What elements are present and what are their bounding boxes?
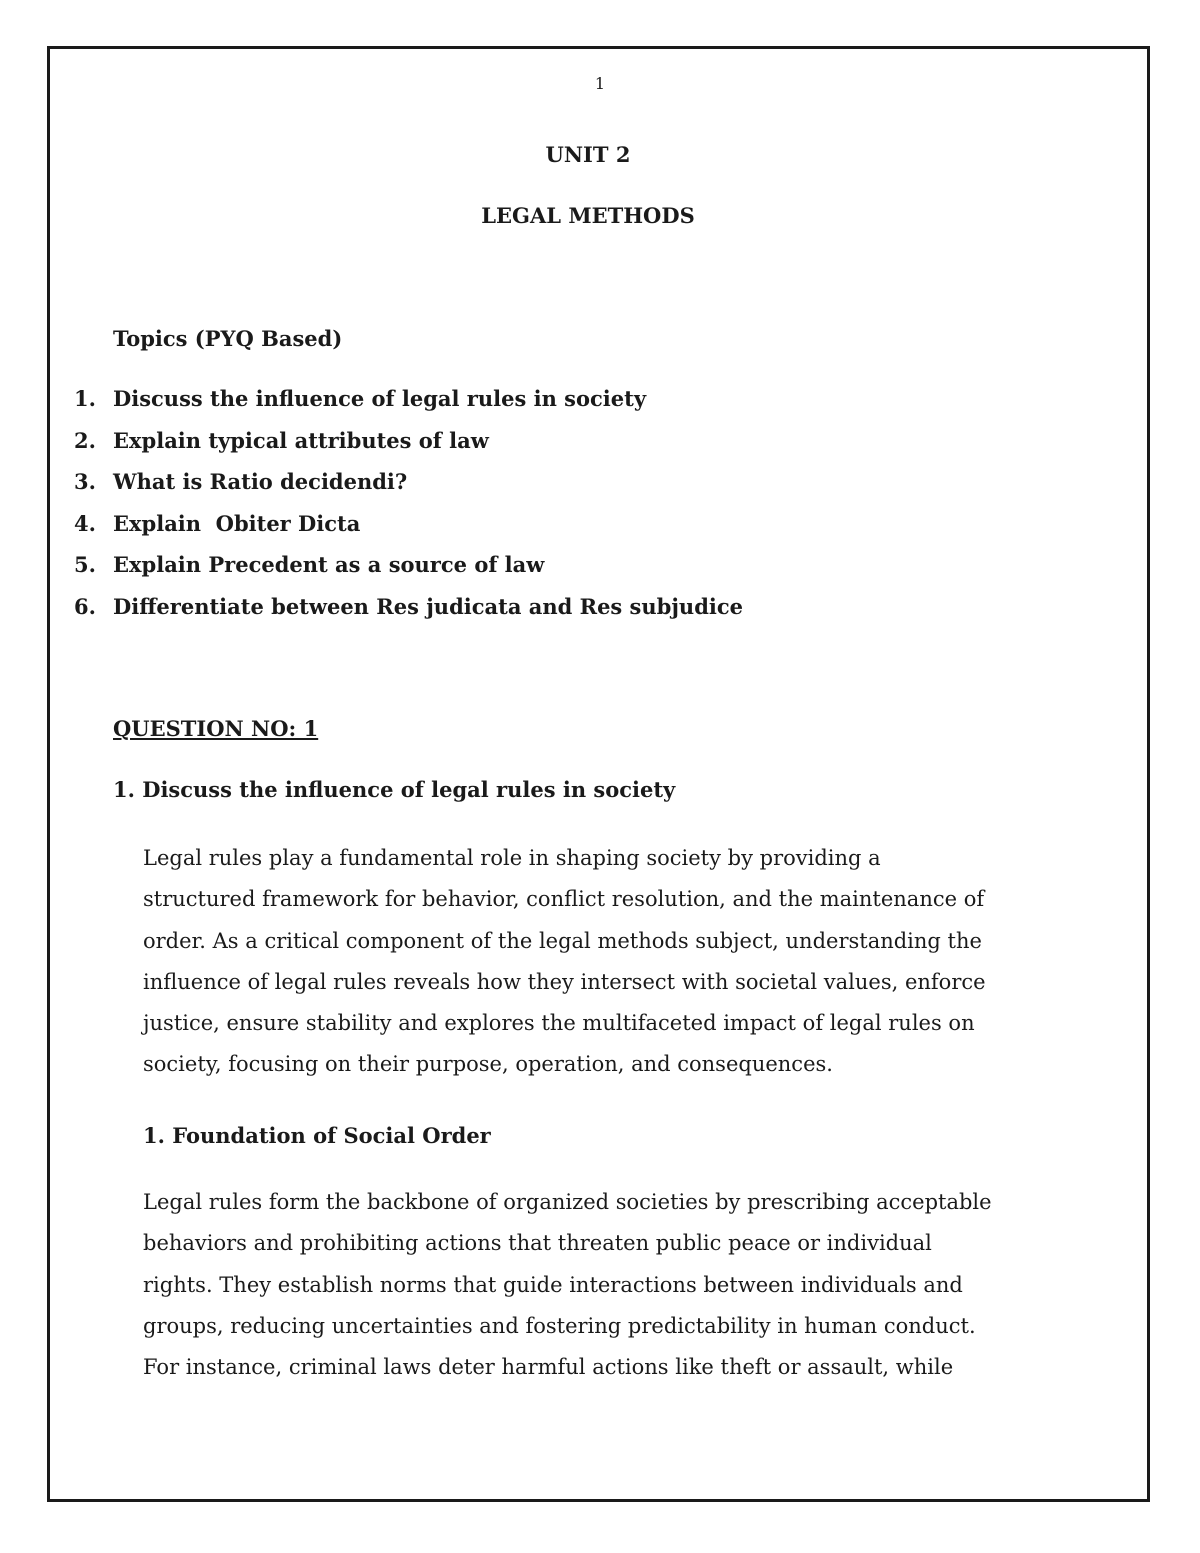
topic-text: Explain Obiter Dicta [113, 510, 361, 536]
paragraph-line: influence of legal rules reveals how they intersect with societal values, enforce [143, 969, 986, 994]
paragraph-line: Legal rules form the backbone of organized societies by prescribing acceptable [143, 1190, 992, 1214]
paragraph-line: society, focusing on their purpose, operation, and consequences. [143, 1052, 833, 1077]
topic-text: Explain typical attributes of law [113, 427, 489, 453]
section-paragraph [143, 1182, 992, 1388]
paragraph-line: order. As a critical component of the legal methods subject, understanding the [143, 928, 982, 953]
paragraph-line: justice, ensure stability and explores the multifaceted impact of legal rules on [143, 1011, 975, 1036]
topics-heading: Topics (PYQ Based) [113, 326, 343, 351]
unit-title: UNIT 2 [545, 142, 631, 167]
topic-number: 6. [74, 593, 96, 619]
topic-number: 5. [74, 552, 96, 577]
topic-number: 1. [74, 386, 96, 411]
topic-number: 3. [74, 469, 96, 494]
question-heading: QUESTION NO: 1 [113, 716, 319, 741]
question-title: 1. Discuss the influence of legal rules in society [113, 777, 676, 802]
paragraph-line: groups, reducing uncertainties and fostering predictability in human conduct. [143, 1313, 976, 1338]
paragraph-line: structured framework for behavior, conflict resolution, and the maintenance of [143, 887, 985, 912]
intro-paragraph [143, 838, 986, 1086]
topic-text: What is Ratio decidendi? [113, 469, 408, 494]
topic-text: Discuss the influence of legal rules in society [113, 386, 647, 411]
paragraph-line: For instance, criminal laws deter harmful actions like theft or assault, while [143, 1355, 954, 1380]
topic-number: 2. [74, 427, 96, 453]
paragraph-line: rights. They establish norms that guide interactions between individuals and [143, 1272, 963, 1297]
topic-number: 4. [74, 510, 96, 536]
section-heading: 1. Foundation of Social Order [143, 1123, 491, 1148]
topic-text: Explain Precedent as a source of law [113, 552, 545, 577]
paragraph-line: behaviors and prohibiting actions that threaten public peace or individual [143, 1231, 932, 1256]
subject-title: LEGAL METHODS [481, 203, 695, 228]
topic-text: Differentiate between Res judicata and Res subjudice [113, 593, 744, 619]
page-number: 1 [594, 74, 606, 93]
paragraph-line: Legal rules play a fundamental role in shaping society by providing a [143, 846, 881, 870]
